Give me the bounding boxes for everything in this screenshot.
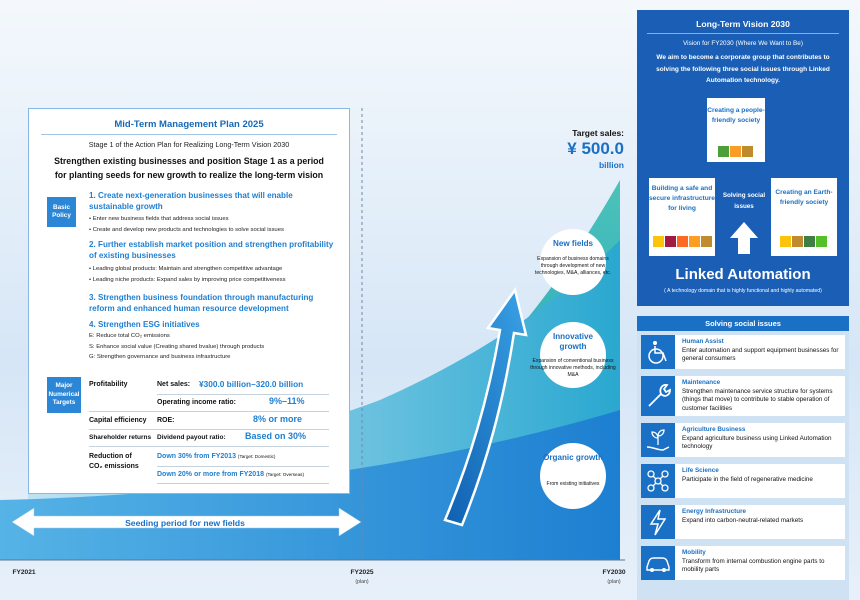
- sdg-8-icon: [665, 236, 676, 247]
- sdg-3-icon: [718, 146, 729, 157]
- sdg-11-icon: [689, 236, 700, 247]
- policy-4-heading: 4. Strengthen ESG initiatives: [89, 320, 200, 329]
- issue-desc: Participate in the field of regenerative medicine: [682, 476, 813, 483]
- policy-2-bullet-1: • Leading global products: Maintain and strengthen competitive advantage: [89, 266, 283, 272]
- innovative-growth-text: Expansion of conventional business through innovative methods, including M&A: [530, 358, 616, 379]
- policy-1-bullet-1: • Enter new business fields that address social issues: [89, 216, 229, 222]
- policy-2-heading: 2. Further establish market position and strengthen profitability of existing businesses: [89, 240, 334, 260]
- issue-name: Mobility: [682, 549, 706, 556]
- op-income-value: 9%–11%: [269, 396, 305, 406]
- up-arrow-icon: [728, 220, 760, 256]
- shareholder-returns-label: Shareholder returns: [89, 434, 152, 441]
- earth-friendly-label: Creating an Earth-friendly society: [775, 189, 833, 206]
- midterm-title: Mid-Term Management Plan 2025: [114, 119, 264, 130]
- x-label-fy2021: FY2021: [12, 569, 36, 576]
- target-sales-label: Target sales:: [572, 128, 624, 138]
- seeding-period-label: Seeding period for new fields: [125, 518, 245, 528]
- row-divider: [157, 466, 329, 467]
- target-sales: [540, 128, 624, 170]
- vision-statement: We aim to become a corporate group that contributes to solving the following three social issues through Linked Automation technology.: [656, 54, 830, 84]
- row-divider: [157, 483, 329, 484]
- net-sales-label: Net sales:: [157, 381, 191, 388]
- issue-name: Human Assist: [682, 338, 724, 345]
- reduction-label-line-1: Reduction of: [89, 453, 132, 460]
- strength-text: [29, 155, 349, 182]
- linked-automation-note: ( A technology domain that is highly functional and highly automated): [664, 288, 822, 294]
- issue-agriculture: [641, 423, 845, 457]
- x-label-fy2025: FY2025: [350, 569, 374, 576]
- issue-name: Agriculture Business: [682, 426, 746, 433]
- row-divider: [157, 394, 329, 395]
- sdg-15-icon: [816, 236, 827, 247]
- issue-human-assist: [641, 335, 845, 369]
- wrench-icon: [641, 376, 675, 416]
- esg-g-item: G: Strengthen governance and business infrastructure: [89, 354, 231, 361]
- profitability-label: Profitability: [89, 381, 128, 388]
- sdg-12-icon: [742, 146, 753, 157]
- issue-desc: Strengthen maintenance service structure for systems (things that move) to contribute to stable operation of customer facilities: [682, 388, 833, 412]
- policy-1-bullet-2: • Create and develop new products and technologies to solve social issues: [89, 226, 284, 233]
- x-note-fy2030: (plan): [607, 579, 621, 585]
- policy-2-bullet-2: • Leading niche products: Expand sales by improving price competitiveness: [89, 276, 286, 283]
- earth-friendly-box: [771, 178, 837, 256]
- dividend-value: Based on 30%: [245, 431, 307, 441]
- target-sales-value: ¥ 500.0: [567, 139, 624, 158]
- strength-line-2: for planting seeds for new growth to realize the long-term vision: [54, 169, 324, 180]
- circle-title: New fields: [552, 239, 594, 248]
- reduction-note-2: (Target: Overseas): [265, 472, 304, 477]
- basic-policy-tag: Basic Policy: [47, 197, 76, 227]
- esg-e-item: E: Reduce total CO₂ emissions: [89, 333, 170, 339]
- policy-2-bullets: [89, 264, 349, 285]
- linked-automation-title: Linked Automation: [675, 266, 811, 283]
- reduction-value-2: Down 20% or more from FY2018: [157, 471, 264, 478]
- solving-label: Solving social issues: [722, 192, 766, 210]
- policy-3-heading: 3. Strengthen business foundation through manufacturing reform and enhanced human resource development: [89, 293, 314, 313]
- reduction-label: [89, 452, 139, 472]
- issue-desc: Expand into carbon-neutral-related markets: [682, 517, 804, 524]
- policy-1-bullets: [89, 214, 349, 235]
- car-icon: [641, 546, 675, 580]
- vision-title-divider: [647, 33, 839, 34]
- stage-text: Stage 1 of the Action Plan for Realizing Long-Term Vision 2030: [88, 140, 290, 149]
- issue-name: Maintenance: [682, 379, 721, 386]
- safe-infrastructure-box: [649, 178, 715, 256]
- issue-maintenance: [641, 376, 845, 416]
- esg-s-item: S: Enhance social value (Creating shared bvalue) through products: [89, 343, 265, 350]
- strength-line-1: Strengthen existing businesses and position Stage 1 as a period: [54, 156, 324, 166]
- vision-subtitle: Vision for FY2030 (Where We Want to Be): [683, 40, 803, 47]
- lightning-icon: [641, 505, 675, 539]
- molecule-icon: [641, 464, 675, 498]
- sdg-12-icon: [792, 236, 803, 247]
- wheelchair-icon: [641, 335, 675, 369]
- organic-growth-text: From existing initiatives: [546, 481, 600, 487]
- issue-name: Life Science: [682, 467, 719, 474]
- row-divider: [89, 411, 329, 412]
- dividend-label: Dividend payout ratio:: [157, 434, 226, 441]
- people-friendly-box: [707, 98, 765, 162]
- social-issues-title: Solving social issues: [637, 316, 849, 331]
- roe-label: ROE:: [157, 417, 175, 424]
- issue-name: Energy Infrastructure: [682, 508, 747, 515]
- policy-1-heading: 1. Create next-generation businesses that will enable sustainable growth: [89, 191, 293, 211]
- issue-energy: [641, 505, 845, 539]
- reduction-note-1: (Target: Domestic): [237, 454, 276, 459]
- row-divider: [89, 446, 329, 447]
- reduction-row-1: [157, 453, 275, 460]
- major-targets-tag: Major Numerical Targets: [47, 377, 81, 413]
- circle-title: Organic growth: [543, 453, 603, 462]
- row-divider: [89, 429, 329, 430]
- sdg-12-icon: [701, 236, 712, 247]
- op-income-label: Operating income ratio:: [157, 399, 236, 406]
- issue-desc: Expand agriculture business using Linked Automation technology: [682, 435, 832, 451]
- issue-desc: Enter automation and support equipment businesses for general consumers: [682, 347, 839, 363]
- policy-4-bullets: [89, 331, 349, 363]
- sdg-13-icon: [804, 236, 815, 247]
- reduction-row-2: [157, 471, 304, 478]
- reduction-value-1: Down 30% from FY2013: [157, 453, 236, 460]
- net-sales-value: ¥300.0 billion–320.0 billion: [199, 379, 304, 389]
- safe-infrastructure-label: Building a safe and secure infrastructure for living: [649, 185, 715, 212]
- issue-mobility: [641, 546, 845, 580]
- x-label-fy2030: FY2030: [602, 569, 626, 576]
- new-fields-text: Expansion of business domains through development of new technologies, M&A, alliances, etc.: [534, 256, 612, 277]
- roe-value: 8% or more: [253, 414, 303, 424]
- people-friendly-label: Creating a people-friendly society: [707, 107, 765, 124]
- organic-growth-circle: [540, 443, 606, 509]
- issue-desc: Transform from internal combustion engine parts to mobility parts: [682, 558, 825, 574]
- reduction-label-line-2: CO₂ emissions: [89, 463, 139, 470]
- title-divider: [41, 134, 337, 135]
- x-note-fy2025: (plan): [355, 579, 369, 585]
- plant-hand-icon: [641, 423, 675, 457]
- circle-title: Innovative growth: [552, 332, 594, 351]
- issue-life-science: [641, 464, 845, 498]
- sdg-11-icon: [730, 146, 741, 157]
- sdg-7-icon: [653, 236, 664, 247]
- vision-title: Long-Term Vision 2030: [696, 19, 790, 29]
- long-term-vision-panel: [637, 10, 849, 306]
- solving-social-issues-panel: [637, 316, 849, 600]
- capital-efficiency-label: Capital efficiency: [89, 417, 147, 424]
- sdg-7-icon: [780, 236, 791, 247]
- midterm-plan-panel: [28, 108, 350, 494]
- sdg-9-icon: [677, 236, 688, 247]
- solving-social-issues-center: [717, 190, 771, 212]
- target-sales-unit: billion: [598, 160, 624, 170]
